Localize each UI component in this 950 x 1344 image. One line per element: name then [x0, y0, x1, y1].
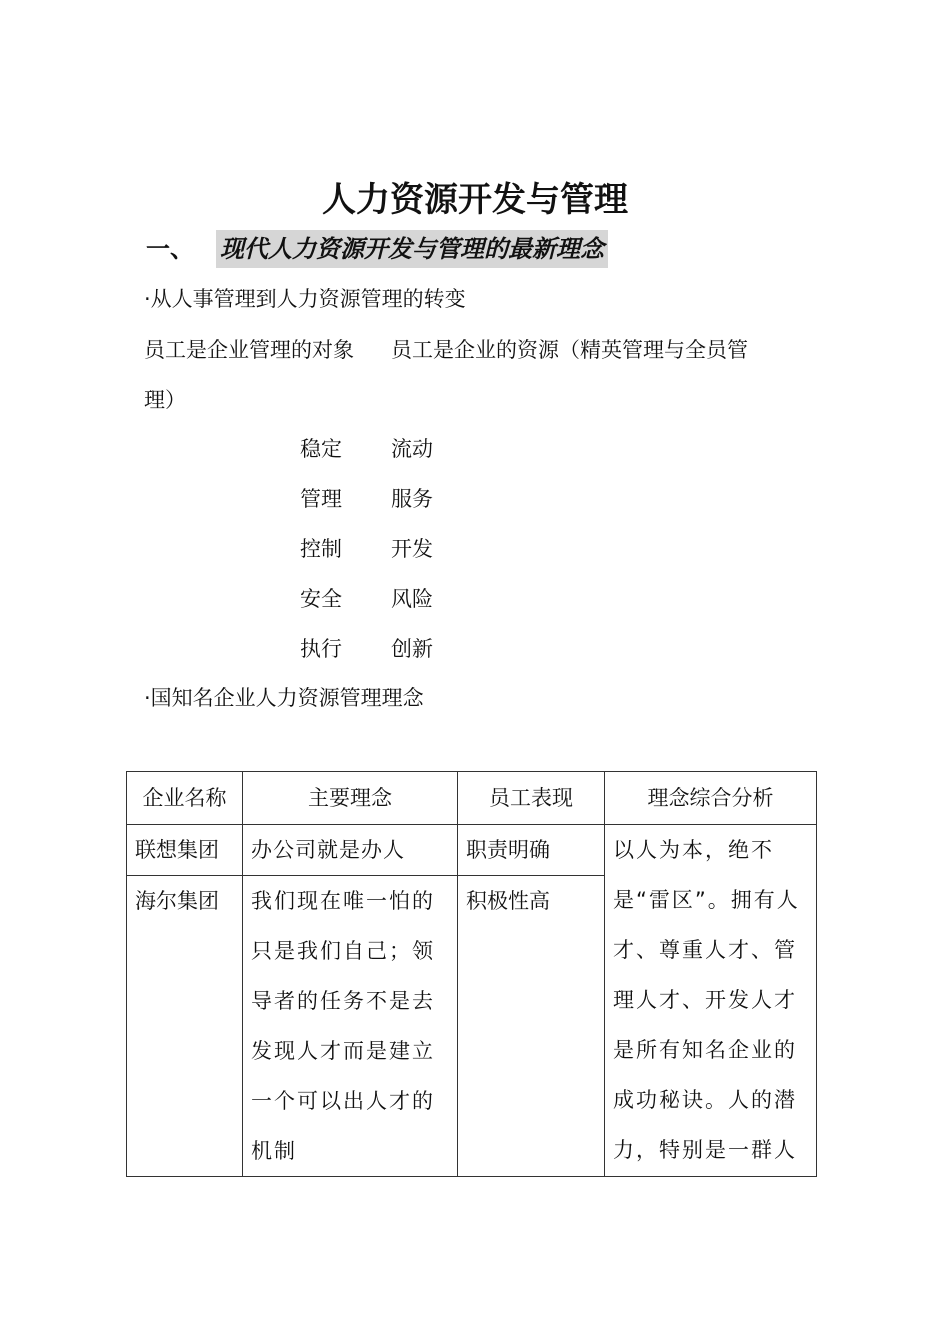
comparison-left: 员工是企业管理的对象 [144, 338, 354, 362]
header-idea: 主要理念 [243, 772, 458, 825]
section-heading [146, 230, 608, 268]
table-row [127, 825, 817, 876]
header-analysis: 理念综合分析 [605, 772, 817, 825]
comparison-continuation: 理） [144, 388, 186, 412]
pair-to: 流动 [391, 437, 433, 461]
pair-row [300, 634, 482, 664]
pair-row [300, 534, 482, 564]
pair-from: 稳定 [300, 437, 342, 461]
pair-from: 控制 [300, 537, 342, 561]
bullet-enterprises: ·国知名企业人力资源管理理念 [144, 686, 424, 710]
document-title: 人力资源开发与管理 [322, 180, 628, 220]
pair-from: 执行 [300, 637, 342, 661]
section-number: 一、 [146, 235, 194, 263]
pair-to: 开发 [391, 537, 433, 561]
cell-company: 海尔集团 [127, 876, 243, 1177]
cell-analysis: 以人为本，绝不是“雷区”。拥有人才、尊重人才、管理人才、开发人才是所有知名企业的成功秘诀。人的潜力，特别是一群人 [605, 825, 817, 1177]
table-header-row [127, 772, 817, 825]
cell-staff: 职责明确 [458, 825, 605, 876]
pair-to: 创新 [391, 637, 433, 661]
comparison-right: 员工是企业的资源（精英管理与全员管 [391, 338, 748, 362]
header-company: 企业名称 [127, 772, 243, 825]
comparison-line [144, 335, 748, 365]
pair-from: 安全 [300, 587, 342, 611]
cell-company: 联想集团 [127, 825, 243, 876]
pair-to: 服务 [391, 487, 433, 511]
bullet-transition: ·从人事管理到人力资源管理的转变 [144, 287, 466, 311]
section-title: 现代人力资源开发与管理的最新理念 [216, 230, 608, 268]
pair-row [300, 584, 482, 614]
cell-staff: 积极性高 [458, 876, 605, 1177]
pair-row [300, 484, 482, 514]
cell-idea: 办公司就是办人 [243, 825, 458, 876]
enterprise-table [126, 771, 817, 1177]
pair-row [300, 434, 482, 464]
pair-from: 管理 [300, 487, 342, 511]
header-staff: 员工表现 [458, 772, 605, 825]
cell-idea: 我们现在唯一怕的只是我们自己；领导者的任务不是去发现人才而是建立一个可以出人才的机制 [243, 876, 458, 1177]
pair-to: 风险 [391, 587, 433, 611]
